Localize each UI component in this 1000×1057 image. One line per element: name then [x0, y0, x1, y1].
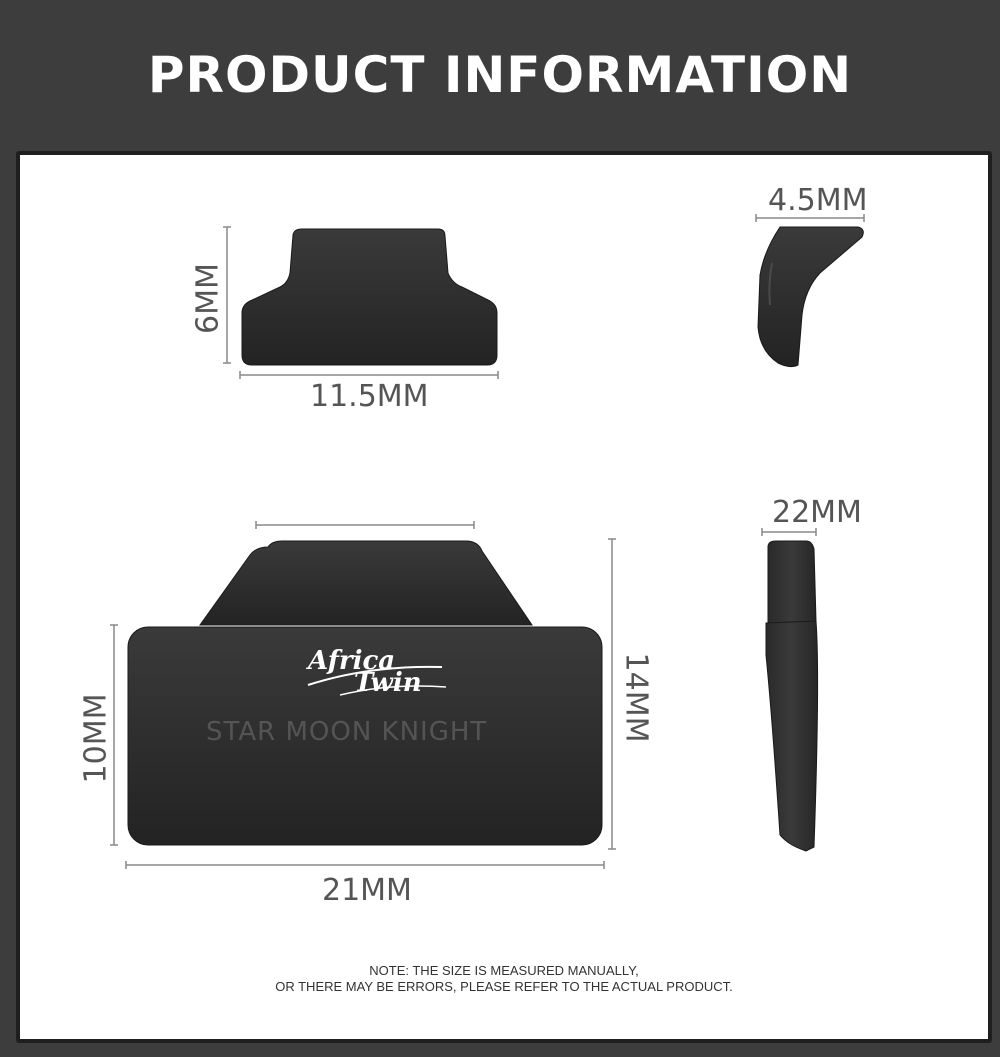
note: [20, 963, 988, 995]
small-height-label: 6MM: [190, 263, 226, 334]
large-pad-side-top: [768, 541, 816, 625]
watermark: STAR MOON KNIGHT: [206, 717, 488, 747]
small-width-label: 11.5MM: [310, 379, 429, 414]
large-width-label: 21MM: [322, 873, 412, 908]
note-line2: OR THERE MAY BE ERRORS, PLEASE REFER TO THE ACTUAL PRODUCT.: [275, 979, 733, 994]
logo-line1: Africa: [308, 646, 396, 676]
product-drawing: [20, 155, 988, 1039]
large-left-height-label: 10MM: [78, 693, 114, 784]
header-bar: [0, 0, 1000, 150]
small-pad-side: [758, 227, 863, 367]
logo-line2: Twin: [354, 668, 422, 698]
large-pad-top: [200, 541, 532, 625]
small-pad-front: [242, 229, 497, 365]
product-panel: [16, 151, 992, 1043]
side-large-width-label: 22MM: [772, 495, 862, 530]
side-small-width-label: 4.5MM: [768, 183, 868, 218]
note-line1: NOTE: THE SIZE IS MEASURED MANUALLY,: [369, 963, 639, 978]
page-title: PRODUCT INFORMATION: [147, 46, 853, 104]
large-pad-side-body: [766, 621, 818, 851]
large-right-height-label: 14MM: [618, 652, 654, 743]
